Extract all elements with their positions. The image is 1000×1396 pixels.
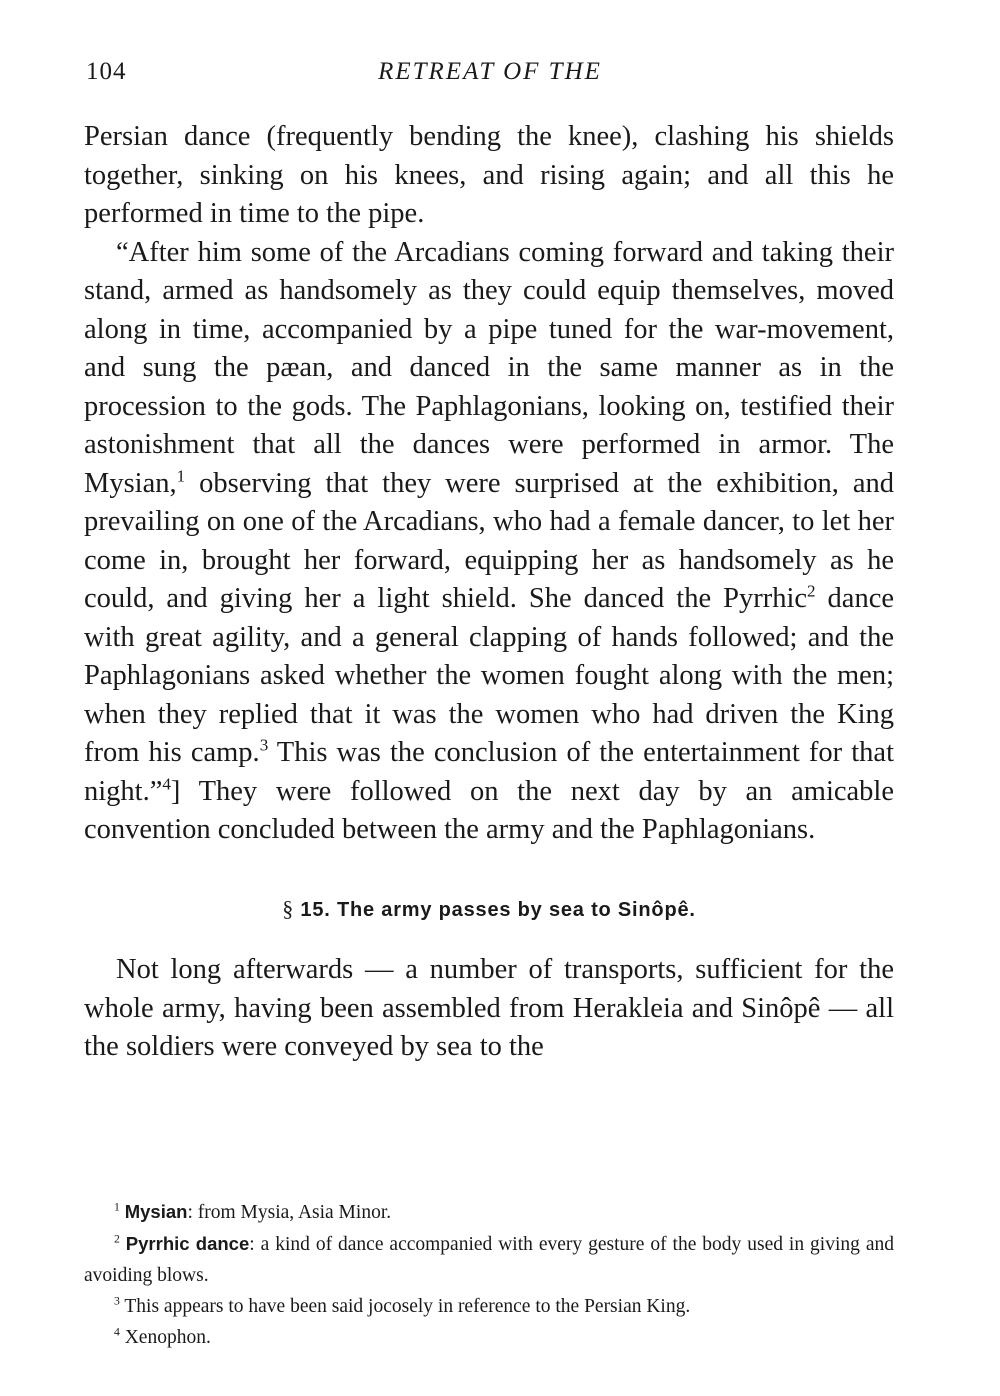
footnote-1	[84, 1196, 894, 1228]
footnote-separator: :	[249, 1234, 255, 1255]
page-number: 104	[86, 58, 127, 85]
footnote-number: 1	[114, 1200, 120, 1214]
paragraph-2-part-e: ] They were followed on the next day by an amicable convention concluded between the army and the Paphlagonians.	[84, 775, 894, 845]
footnote-term: Mysian	[124, 1201, 188, 1222]
footnote-number: 2	[114, 1232, 120, 1246]
footnotes	[84, 1196, 894, 1353]
running-title: RETREAT OF THE	[378, 58, 602, 85]
footnote-term: Pyrrhic dance	[125, 1233, 250, 1254]
paragraph-2-part-a: “After him some of the Arcadians coming forward and taking their stand, armed as handsomely as they could equip themselves, moved along in time, accompanied by a pipe tuned for the war-movement, and sung the pæan, and danced in the same manner as in the procession to the gods. The Paphlagonians, looking on, testified their astonishment that all the dances were performed in armor. The Mysian,	[84, 236, 894, 499]
paragraph-2	[84, 234, 894, 850]
section-symbol: §	[282, 895, 295, 921]
footnote-number: 4	[114, 1325, 120, 1339]
footnote-ref-4: 4	[162, 774, 171, 793]
footnote-ref-1: 1	[176, 466, 186, 485]
paragraph-3: Not long afterwards — a number of transports, sufficient for the whole army, having been assembled from Herakleia and Sinôpê — all the soldiers were conveyed by sea to the	[84, 954, 894, 1062]
footnote-text: This appears to have been said jocosely in reference to the Persian King.	[124, 1296, 691, 1317]
paragraph-2-part-b: observing that they were surprised at the exhibition, and prevailing on one of the Arcadians, who had a female dancer, to let her come in, brought her forward, equipping her as handsomely as he could, and giving her a light shield. She danced the Pyrrhic	[84, 467, 894, 614]
footnote-2	[84, 1228, 894, 1291]
main-text	[84, 118, 894, 1067]
footnote-separator: :	[187, 1202, 193, 1223]
footnote-4	[84, 1322, 894, 1353]
section-heading-text: 15. The army passes by sea to Sinôpê.	[300, 898, 696, 921]
footnote-text: from Mysia, Asia Minor.	[192, 1202, 392, 1223]
footnote-text: Xenophon.	[124, 1327, 211, 1348]
footnote-number: 3	[114, 1294, 120, 1308]
page-header	[86, 58, 894, 98]
footnote-ref-3: 3	[259, 735, 269, 755]
paragraph-2-part-d: This was the conclusion of the entertainment for that night.”	[84, 737, 894, 807]
footnote-ref-2: 2	[807, 581, 816, 601]
footnote-text: a kind of dance accompanied with every gesture of the body used in giving and avoiding blows.	[84, 1234, 894, 1286]
footnote-3	[84, 1291, 894, 1322]
paragraph-2-part-c: dance with great agility, and a general clapping of hands followed; and the Paphlagonians asked whether the women fought along with the men; when they replied that it was the women who had driven the King from his camp.	[84, 583, 895, 768]
section-heading	[84, 890, 894, 930]
paragraph-1: Persian dance (frequently bending the knee), clashing his shields together, sinking on his knees, and rising again; and all this he performed in time to the pipe.	[84, 121, 894, 229]
